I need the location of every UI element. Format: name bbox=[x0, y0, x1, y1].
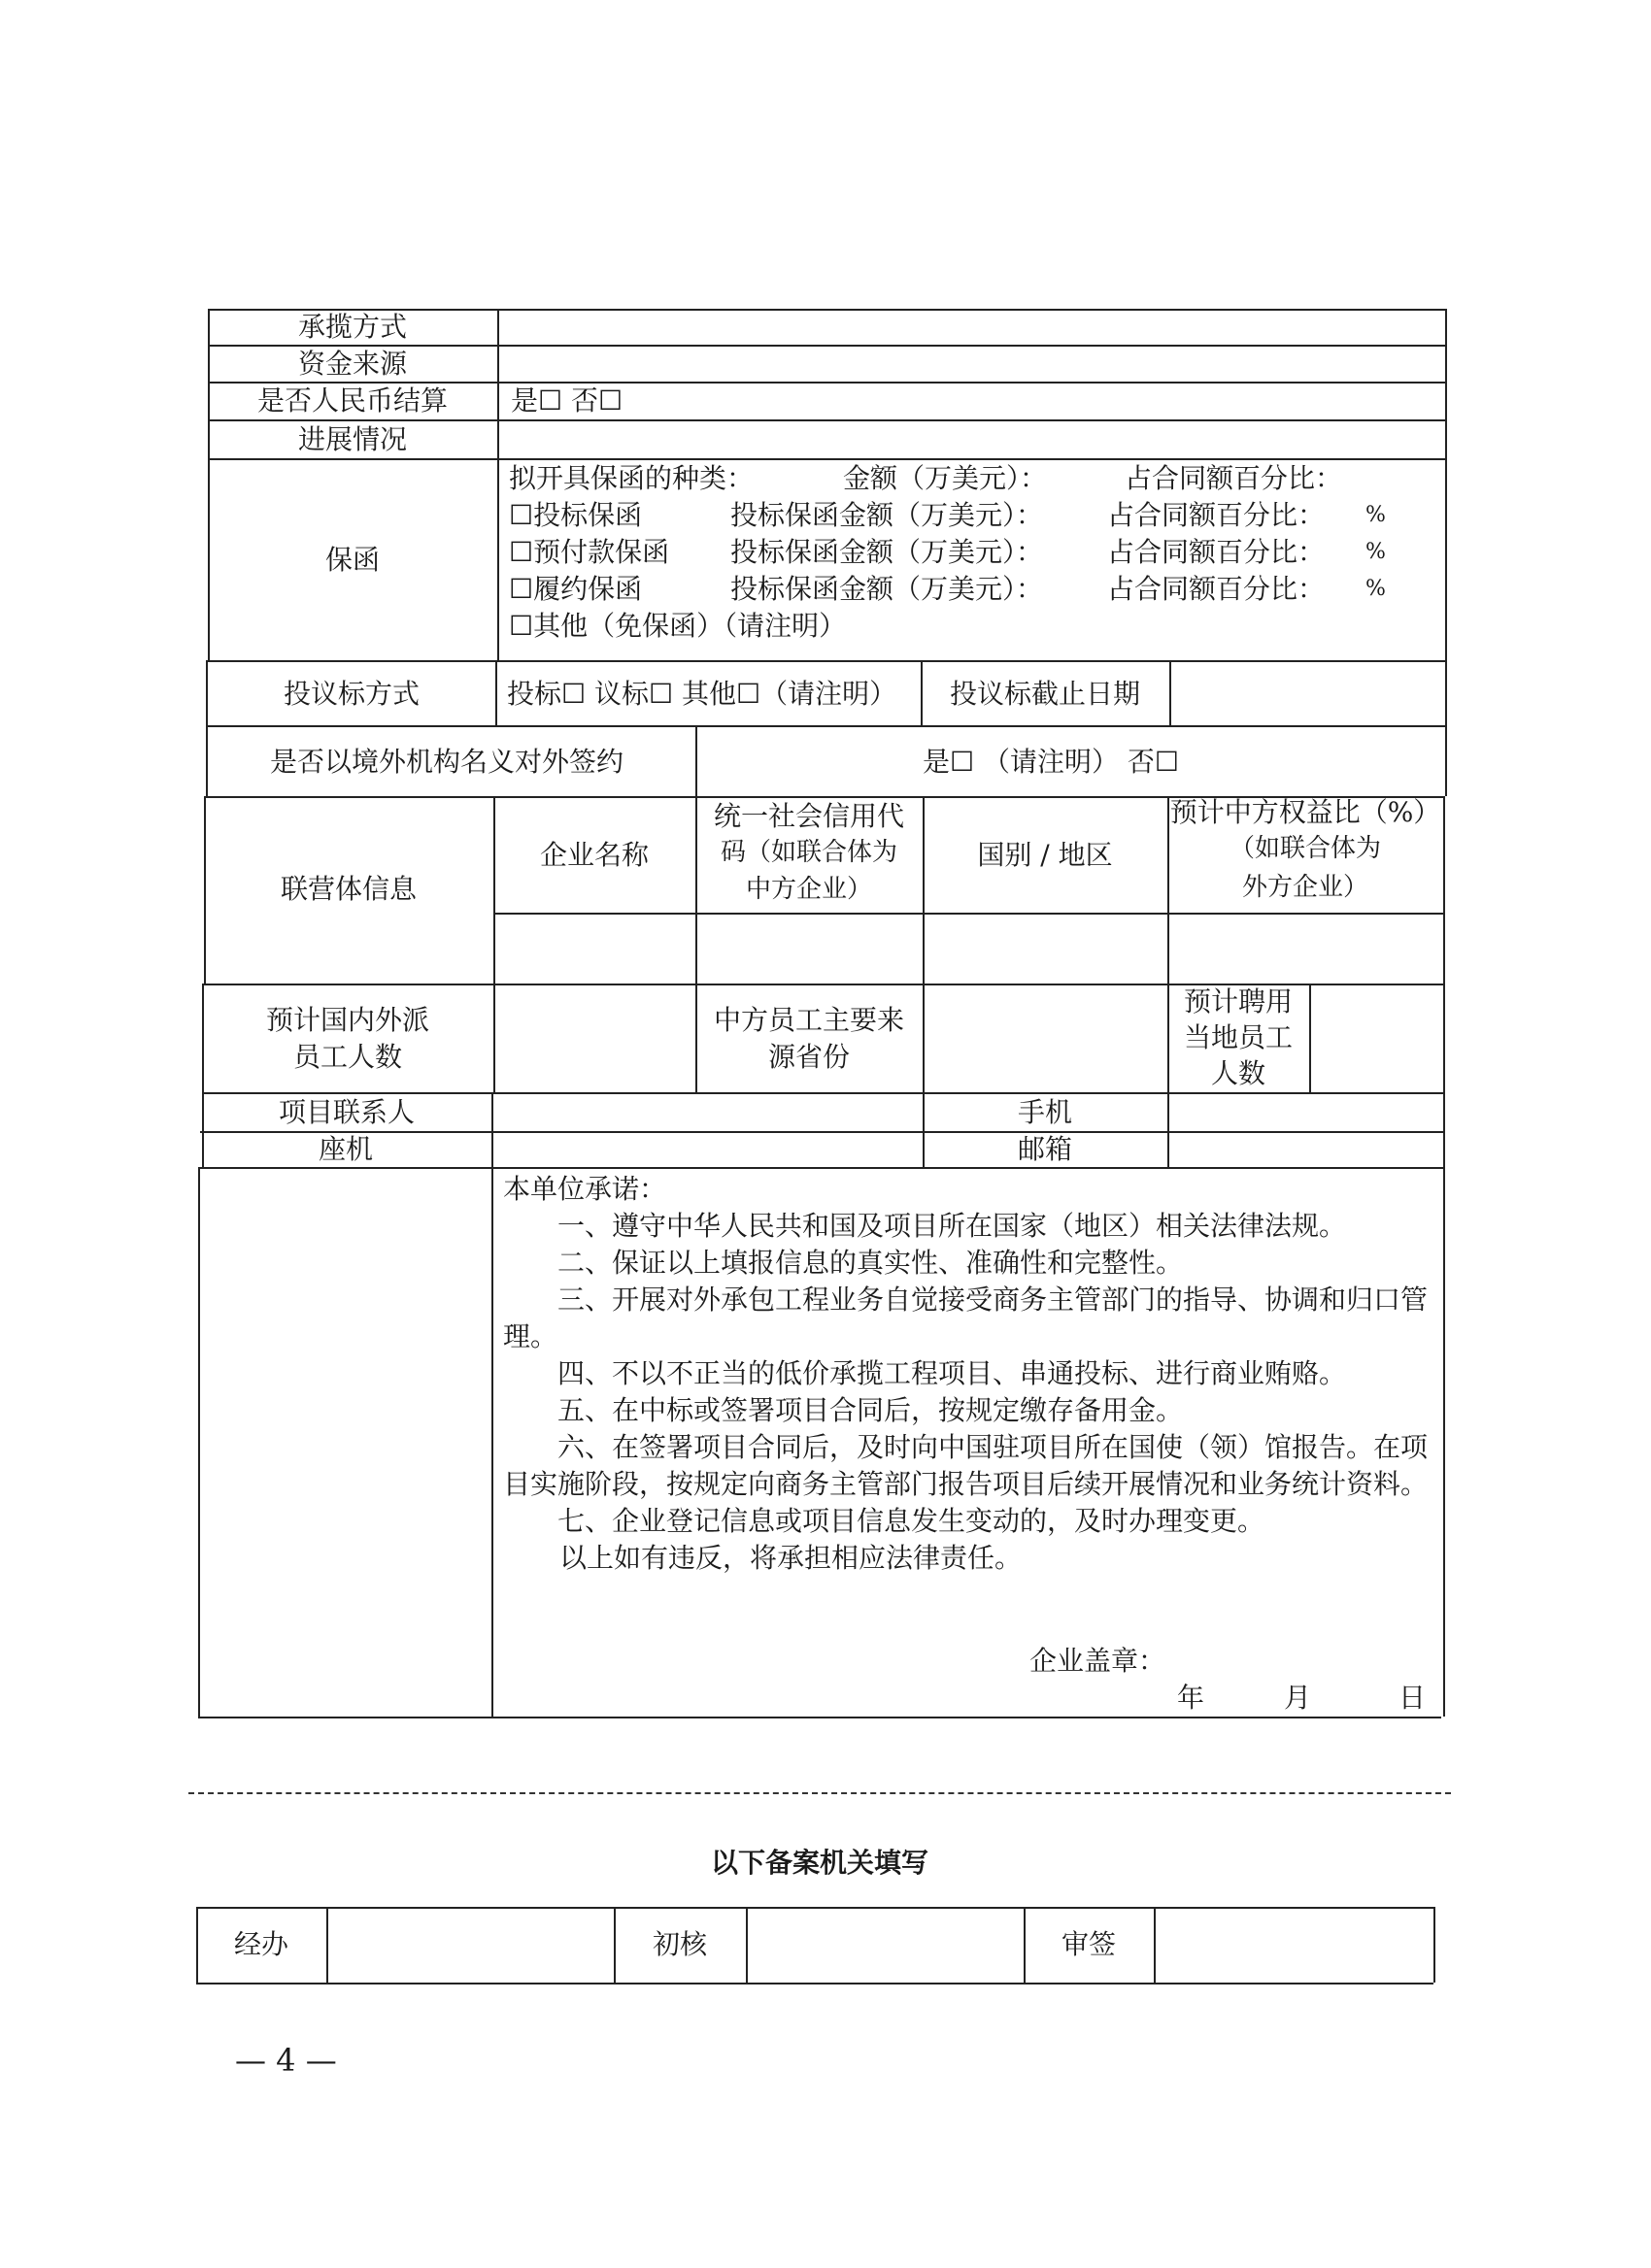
pledge-line-5: 五、在中标或签署项目合同后，按规定缴存备用金。 bbox=[557, 1394, 1184, 1426]
expat-staff-label-line1: 预计国内外派 bbox=[265, 1004, 429, 1036]
consortium-company-name-header: 企业名称 bbox=[539, 839, 649, 871]
consortium-equity-line2: （如联合体为 bbox=[1229, 834, 1381, 863]
bid-guarantee-amount-label: 投标保函金额（万美元）： bbox=[730, 499, 1044, 531]
pledge-line-3-cont: 理。 bbox=[503, 1320, 558, 1352]
consortium-equity-line1: 预计中方权益比（%） bbox=[1169, 796, 1441, 828]
guarantee-ratio-header: 占合同额百分比： bbox=[1125, 462, 1343, 494]
guarantee-type-header: 拟开具保函的种类： bbox=[509, 462, 755, 494]
advance-guarantee-ratio-label: 占合同额百分比： bbox=[1107, 536, 1326, 568]
local-staff-label-line3: 人数 bbox=[1210, 1057, 1265, 1089]
advance-guarantee-option[interactable]: ☐预付款保函 bbox=[509, 536, 670, 568]
staff-province-label-line2: 源省份 bbox=[767, 1041, 850, 1073]
advance-guarantee-amount-label: 投标保函金额（万美元）： bbox=[730, 536, 1044, 568]
authority-heading: 以下备案机关填写 bbox=[710, 1847, 928, 1879]
advance-guarantee-pct: % bbox=[1365, 540, 1386, 564]
section-divider bbox=[188, 1792, 1451, 1794]
guarantee-amount-header: 金额（万美元）： bbox=[843, 462, 1048, 494]
first-review-label: 初核 bbox=[652, 1928, 707, 1960]
handler-label: 经办 bbox=[233, 1928, 288, 1960]
consortium-label: 联营体信息 bbox=[280, 873, 417, 905]
overseas-sign-label: 是否以境外机构名义对外签约 bbox=[269, 746, 623, 778]
rmb-settlement-label: 是否人民币结算 bbox=[256, 384, 448, 417]
pledge-line-6-cont: 目实施阶段，按规定向商务主管部门报告项目后续开展情况和业务统计资料。 bbox=[503, 1468, 1429, 1500]
pledge-line-3: 三、开展对外承包工程业务自觉接受商务主管部门的指导、协调和归口管 bbox=[557, 1284, 1429, 1316]
rmb-settlement-options[interactable]: 是☐ 否☐ bbox=[511, 384, 623, 417]
pledge-line-4: 四、不以不正当的低价承揽工程项目、串通投标、进行商业贿赂。 bbox=[557, 1357, 1347, 1389]
bidding-method-options[interactable]: 投标☐ 议标☐ 其他☐（请注明） bbox=[507, 678, 897, 710]
landline-label: 座机 bbox=[318, 1133, 373, 1165]
pledge-line-6: 六、在签署项目合同后，及时向中国驻项目所在国使（领）馆报告。在项 bbox=[557, 1431, 1429, 1463]
page-number: — 4 — bbox=[235, 2042, 337, 2079]
pledge-line-2: 二、保证以上填报信息的真实性、准确性和完整性。 bbox=[557, 1247, 1184, 1279]
guarantee-label: 保函 bbox=[324, 544, 380, 576]
bidding-method-label: 投议标方式 bbox=[283, 678, 420, 710]
overseas-sign-options[interactable]: 是☐ （请注明） 否☐ bbox=[923, 746, 1180, 778]
other-guarantee-option[interactable]: ☐其他（免保函）（请注明） bbox=[509, 610, 847, 642]
expat-staff-label-line2: 员工人数 bbox=[292, 1041, 402, 1073]
date-day-label: 日 bbox=[1398, 1682, 1427, 1714]
date-year-label: 年 bbox=[1177, 1682, 1205, 1714]
approval-label: 审签 bbox=[1061, 1928, 1116, 1960]
mobile-label: 手机 bbox=[1017, 1096, 1072, 1128]
date-month-label: 月 bbox=[1284, 1682, 1312, 1714]
consortium-equity-line3: 外方企业） bbox=[1241, 873, 1368, 902]
consortium-country-header: 国别 / 地区 bbox=[977, 839, 1113, 871]
bid-guarantee-ratio-label: 占合同额百分比： bbox=[1107, 499, 1326, 531]
contract-method-label: 承揽方式 bbox=[297, 311, 407, 343]
consortium-credit-code-line2: 码（如联合体为 bbox=[720, 838, 897, 867]
staff-province-label-line1: 中方员工主要来 bbox=[713, 1004, 904, 1036]
project-contact-label: 项目联系人 bbox=[278, 1096, 415, 1128]
bid-guarantee-option[interactable]: ☐投标保函 bbox=[509, 499, 643, 531]
pledge-title: 本单位承诺： bbox=[503, 1173, 667, 1205]
email-label: 邮箱 bbox=[1017, 1133, 1072, 1165]
pledge-line-7: 七、企业登记信息或项目信息发生变动的，及时办理变更。 bbox=[557, 1505, 1265, 1537]
fund-source-label: 资金来源 bbox=[297, 348, 407, 380]
local-staff-label-line2: 当地员工 bbox=[1183, 1021, 1293, 1053]
performance-guarantee-pct: % bbox=[1365, 577, 1386, 601]
local-staff-label-line1: 预计聘用 bbox=[1183, 985, 1293, 1017]
pledge-closing: 以上如有违反，将承担相应法律责任。 bbox=[559, 1542, 1023, 1574]
pledge-line-1: 一、遵守中华人民共和国及项目所在国家（地区）相关法律法规。 bbox=[557, 1210, 1347, 1242]
progress-label: 进展情况 bbox=[297, 423, 407, 455]
consortium-credit-code-line3: 中方企业） bbox=[745, 875, 872, 904]
bid-deadline-label: 投议标截止日期 bbox=[949, 678, 1140, 710]
performance-guarantee-amount-label: 投标保函金额（万美元）： bbox=[730, 573, 1044, 605]
company-seal-label: 企业盖章： bbox=[1029, 1645, 1166, 1677]
performance-guarantee-ratio-label: 占合同额百分比： bbox=[1107, 573, 1326, 605]
performance-guarantee-option[interactable]: ☐履约保函 bbox=[509, 573, 643, 605]
bid-guarantee-pct: % bbox=[1365, 503, 1386, 527]
consortium-credit-code-line1: 统一社会信用代 bbox=[713, 800, 904, 832]
